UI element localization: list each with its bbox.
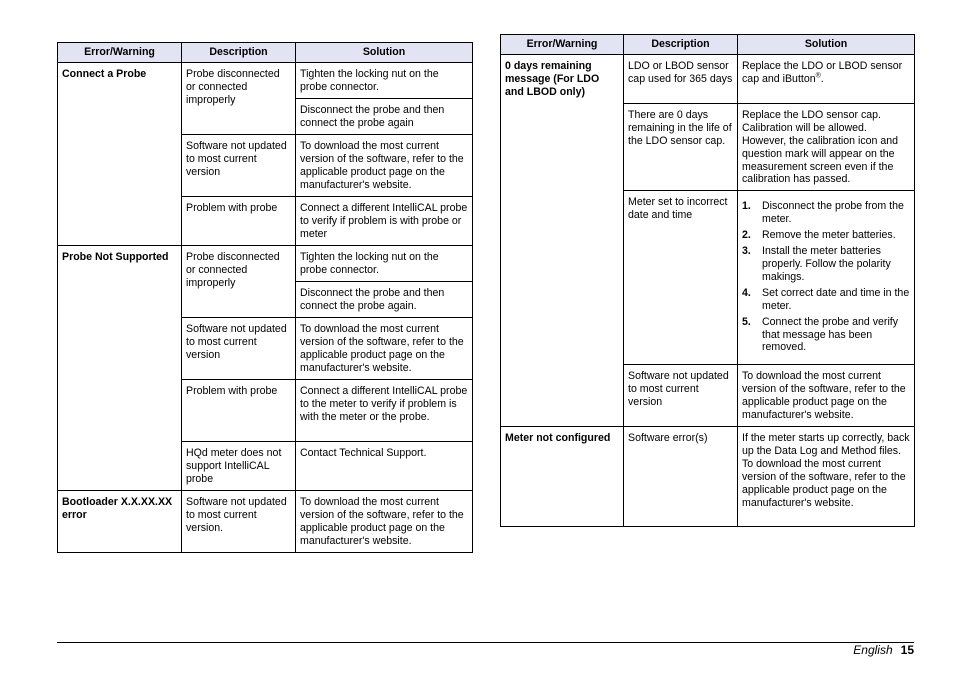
step-number: 1. xyxy=(742,200,751,213)
step-text: Connect the probe and verify that message has been removed. xyxy=(762,315,899,354)
error-connect-probe: Connect a Probe xyxy=(58,62,182,245)
description-cell: Problem with probe xyxy=(182,196,296,245)
solution-text: Replace the LDO or LBOD sensor cap and iButton xyxy=(742,59,903,85)
table-row xyxy=(501,54,915,103)
solution-cell xyxy=(738,54,915,103)
table-row xyxy=(58,245,473,281)
description-cell: Software error(s) xyxy=(624,427,738,527)
step-text: Remove the meter batteries. xyxy=(762,229,896,242)
step-number: 5. xyxy=(742,315,751,328)
solution-text-end: . xyxy=(820,72,824,85)
description-cell: Problem with probe xyxy=(182,379,296,441)
solution-text: If the meter starts up correctly, back up the Data Log and Method files. xyxy=(742,432,910,458)
footer-divider xyxy=(57,642,914,643)
step-text: Disconnect the probe from the meter. xyxy=(762,200,904,226)
solution-cell: To download the most current version of the software, refer to the applicable product page on the manufacturer's website. xyxy=(296,317,473,379)
step-text: Install the meter batteries properly. Follow the polarity makings. xyxy=(762,245,891,283)
header-row xyxy=(501,35,915,55)
description-cell: Software not updated to most current version. xyxy=(182,490,296,552)
description-cell: Software not updated to most current version xyxy=(624,365,738,427)
description-cell: Software not updated to most current version xyxy=(182,317,296,379)
solution-cell xyxy=(738,427,915,527)
list-item xyxy=(742,229,910,242)
step-number: 2. xyxy=(742,229,751,242)
solution-cell: Connect a different IntelliCAL probe to verify if problem is with probe or meter xyxy=(296,196,473,245)
description-cell: Meter set to incorrect date and time xyxy=(624,191,738,365)
header-error: Error/Warning xyxy=(501,35,624,55)
step-text: Set correct date and time in the meter. xyxy=(762,286,910,312)
registered-mark: ® xyxy=(815,72,821,80)
steps-list xyxy=(742,200,910,354)
error-zero-days: 0 days remaining message (For LDO and LBOD only) xyxy=(501,54,624,426)
solution-cell: Tighten the locking nut on the probe connector. xyxy=(296,245,473,281)
header-description: Description xyxy=(624,35,738,55)
solution-cell: Disconnect the probe and then connect the probe again xyxy=(296,98,473,134)
solution-cell: Connect a different IntelliCAL probe to the meter to verify if problem is with the meter or the probe. xyxy=(296,379,473,441)
solution-text: To download the most current version of the software, refer to the applicable product page on the manufacturer's website. xyxy=(742,458,906,509)
header-error: Error/Warning xyxy=(58,43,182,63)
description-cell: There are 0 days remaining in the life of the LDO sensor cap. xyxy=(624,103,738,190)
step-number: 3. xyxy=(742,245,751,258)
solution-cell: Replace the LDO sensor cap. Calibration will be allowed. However, the calibration icon and question mark will appear on the measurement screen even if the calibration has passed. xyxy=(738,103,915,190)
description-cell: LDO or LBOD sensor cap used for 365 days xyxy=(624,54,738,103)
left-troubleshooting-table xyxy=(57,42,473,553)
header-solution: Solution xyxy=(296,43,473,63)
list-item xyxy=(742,316,910,355)
solution-cell: Contact Technical Support. xyxy=(296,441,473,490)
table-row xyxy=(58,490,473,552)
error-bootloader: Bootloader X.X.XX.XX error xyxy=(58,490,182,552)
header-solution: Solution xyxy=(738,35,915,55)
solution-cell: To download the most current version of the software, refer to the applicable product page on the manufacturer's website. xyxy=(738,365,915,427)
description-cell: Software not updated to most current version xyxy=(182,134,296,196)
step-number: 4. xyxy=(742,286,751,299)
page-number: 15 xyxy=(900,643,914,657)
header-description: Description xyxy=(182,43,296,63)
description-cell: Probe disconnected or connected improperly xyxy=(182,245,296,317)
footer-language: English xyxy=(853,643,893,657)
description-cell: HQd meter does not support IntelliCAL probe xyxy=(182,441,296,490)
solution-cell: Disconnect the probe and then connect the probe again. xyxy=(296,281,473,317)
error-probe-not-supported: Probe Not Supported xyxy=(58,245,182,490)
right-troubleshooting-table xyxy=(500,34,915,527)
solution-cell: To download the most current version of the software, refer to the applicable product page on the manufacturer's website. xyxy=(296,490,473,552)
description-cell: Probe disconnected or connected improperly xyxy=(182,62,296,134)
error-meter-not-configured: Meter not configured xyxy=(501,427,624,527)
solution-cell: To download the most current version of the software, refer to the applicable product page on the manufacturer's website. xyxy=(296,134,473,196)
header-row xyxy=(58,43,473,63)
list-item xyxy=(742,287,910,313)
page-footer xyxy=(853,643,914,657)
table-row xyxy=(501,427,915,527)
list-item xyxy=(742,200,910,226)
list-item xyxy=(742,245,910,284)
table-row xyxy=(58,62,473,98)
solution-cell: Tighten the locking nut on the probe connector. xyxy=(296,62,473,98)
solution-cell xyxy=(738,191,915,365)
